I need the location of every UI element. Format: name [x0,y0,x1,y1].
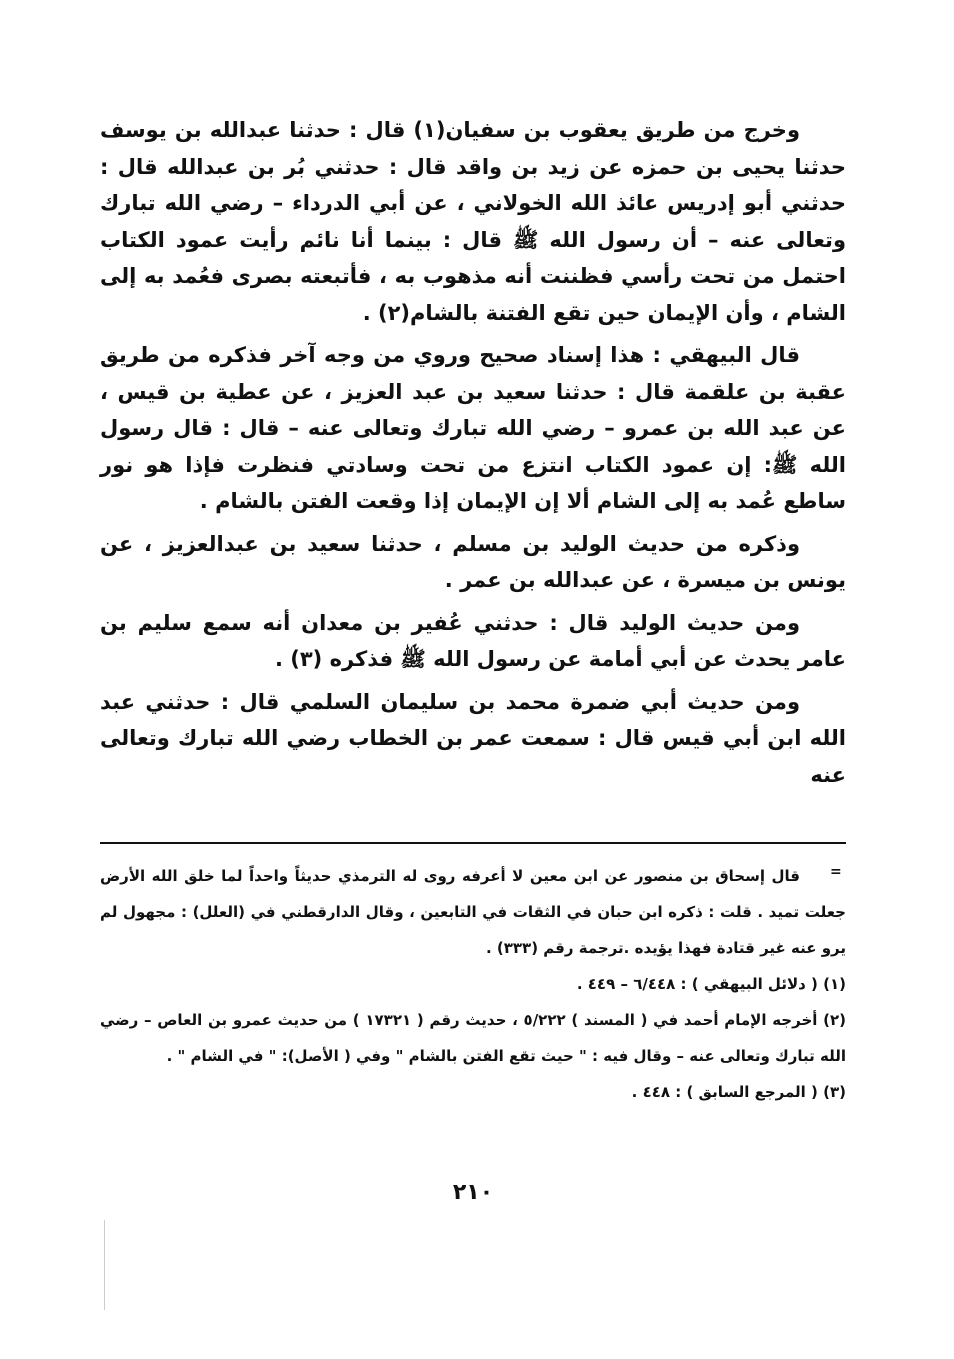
paragraph-1: وخرج من طريق يعقوب بن سفيان(١) قال : حدثنا عبدالله بن يوسف حدثنا يحيى بن حمزه عن زيد بن واقد قال : حدثني بُر بن عبدالله قال : حدثني أبو إدريس عائذ الله الخولاني ، عن أبي الدرداء – رضي الله تبارك وتعالى عنه – أن رسول الله ﷺ قال : بينما أنا نائم رأيت عمود الكتاب احتمل من تحت رأسي فظننت أنه مذهوب به ، فأتبعته بصرى فعُمد به إلى الشام ، وأن الإيمان حين تقع الفتنة بالشام(٢) . [100,118,846,325]
footnotes [100,858,846,1110]
paragraph-4: ومن حديث الوليد قال : حدثني عُفير بن معدان أنه سمع سليم بن عامر يحدث عن أبي أمامة عن رسول الله ﷺ فذكره (٣) . [100,610,846,671]
footnote-1: (١) ( دلائل البيهقي ) : ٦/٤٤٨ – ٤٤٩ . [576,975,846,993]
footnote-divider [100,842,846,844]
footnote-continuation: قال إسحاق بن منصور عن ابن معين لا أعرفه روى له الترمذي حديثاً واحداً لما خلق الله الأرض جعلت تميد . قلت : ذكره ابن حبان في الثقات في التابعين ، وقال الدارقطني في (العلل) : مجهول لم يرو عنه غير قتادة فهذا يؤيده .ترجمة رقم (٣٣٣) . [100,867,846,957]
footnote-2: (٢) أخرجه الإمام أحمد في ( المسند ) ٥/٢٢٢ ، حديث رقم ( ١٧٣٢١ ) من حديث عمرو بن العاص – رضي الله تبارك وتعالى عنه – وقال فيه : " حيث تقع الفتن بالشام " وفي ( الأصل): " في الشام " . [100,1011,846,1065]
main-text [100,112,846,799]
scan-artifact-line [104,1220,105,1310]
page-number: ٢١٠ [452,1180,494,1205]
paragraph-2: قال البيهقي : هذا إسناد صحيح وروي من وجه آخر فذكره من طريق عقبة بن علقمة قال : حدثنا سعيد بن عبد العزيز ، عن عطية بن قيس ، عن عبد الله بن عمرو – رضي الله تبارك وتعالى عنه – قال : قال رسول الله ﷺ: إن عمود الكتاب انتزع من تحت وسادتي فنظرت فإذا هو نور ساطع عُمد به إلى الشام ألا إن الإيمان إذا وقعت الفتن بالشام . [100,343,846,513]
footnote-continuation-mark: = [830,864,842,880]
paragraph-3: وذكره من حديث الوليد بن مسلم ، حدثنا سعيد بن عبدالعزيز ، عن يونس بن ميسرة ، عن عبدالله بن عمر . [100,531,846,592]
footnote-3: (٣) ( المرجع السابق ) : ٤٤٨ . [631,1083,846,1101]
paragraph-5: ومن حديث أبي ضمرة محمد بن سليمان السلمي قال : حدثني عبد الله ابن أبي قيس قال : سمعت عمر بن الخطاب رضي الله تبارك وتعالى عنه [100,689,846,787]
